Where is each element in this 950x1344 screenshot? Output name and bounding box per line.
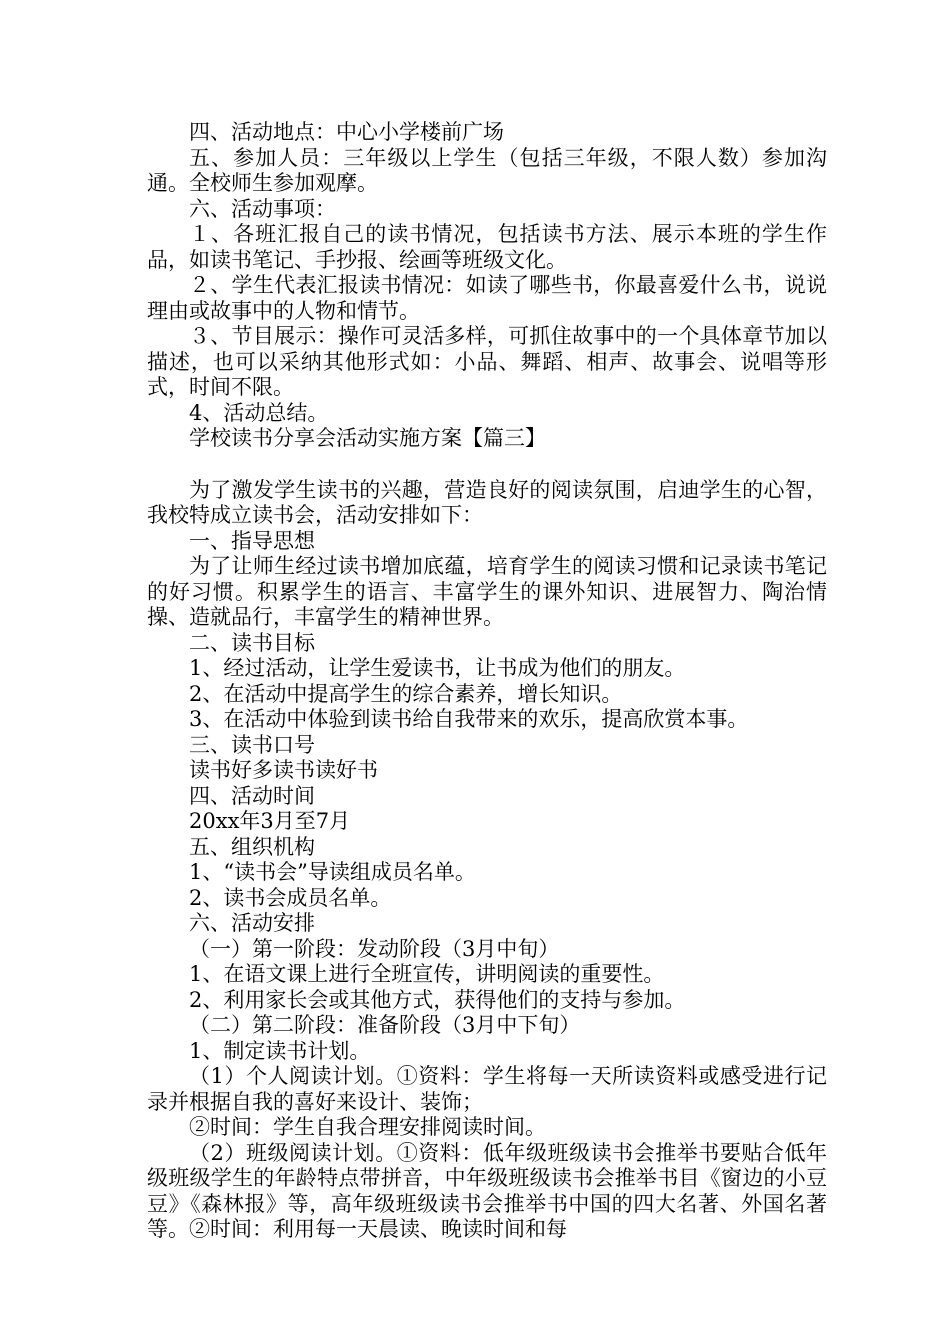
heading: 六、活动安排 [189, 911, 315, 935]
paragraph: （1）个人阅读计划。①资料：学生将每一天所读资料或感受进行记录并根据自我的喜好来设计、装饰； [147, 1064, 827, 1114]
heading: 二、读书目标 [189, 630, 315, 655]
paragraph: 2、读书会成员名单。 [189, 885, 392, 910]
paragraph: 3、在活动中体验到读书给自我带来的欢乐，提高欣赏本事。 [189, 707, 749, 731]
paragraph: 1、在语文课上进行全班宣传，讲明阅读的重要性。 [189, 962, 665, 986]
paragraph: 1、“读书会”导读组成员名单。 [189, 860, 476, 884]
paragraph: 20xx年3月至7月 [189, 809, 351, 833]
heading: 五、组织机构 [189, 834, 315, 859]
heading: 四、活动时间 [189, 783, 315, 808]
paragraph: 为了激发学生读书的兴趣，营造良好的阅读氛围，启迪学生的心智，我校特成立读书会，活动安排如下： [147, 477, 827, 527]
spacer [147, 452, 827, 478]
paragraph: （2）班级阅读计划。①资料：低年级班级读书会推举书要贴合低年级班级学生的年龄特点带拼音，中年级班级读书会推举书目《窗边的小豆豆》《森林报》等，高年级班级读书会推举书中国的四大名著、外国名著等。②时间：利用每一天晨读、晚读时间和每 [147, 1140, 827, 1241]
paragraph: 五、参加人员：三年级以上学生（包括三年级，不限人数）参加沟通。全校师生参加观摩。 [147, 145, 827, 195]
paragraph: ２、学生代表汇报读书情况：如读了哪些书，你最喜爱什么书，说说理由或故事中的人物和情节。 [147, 273, 827, 323]
subheading: （二）第二阶段：准备阶段（3月中下旬） [189, 1013, 581, 1037]
paragraph: ②时间：学生自我合理安排阅读时间。 [189, 1115, 546, 1139]
paragraph: 2、利用家长会或其他方式，获得他们的支持与参加。 [189, 987, 686, 1012]
subheading: （一）第一阶段：发动阶段（3月中旬） [189, 936, 560, 961]
paragraph: 六、活动事项： [189, 196, 336, 221]
heading: 一、指导思想 [189, 528, 315, 553]
document-page [147, 120, 827, 1243]
paragraph: 四、活动地点：中心小学楼前广场 [189, 120, 504, 144]
paragraph: １、各班汇报自己的读书情况，包括读书方法、展示本班的学生作品，如读书笔记、手抄报、绘画等班级文化。 [147, 222, 827, 272]
paragraph: 4、活动总结。 [189, 400, 329, 425]
paragraph: 为了让师生经过读书增加底蕴，培育学生的阅读习惯和记录读书笔记的好习惯。积累学生的语言、丰富学生的课外知识、进展智力、陶治情操、造就品行，丰富学生的精神世界。 [147, 554, 827, 629]
paragraph: 读书好多读书读好书 [189, 758, 378, 782]
paragraph: ３、节目展示：操作可灵活多样，可抓住故事中的一个具体章节加以描述，也可以采纳其他形式如：小品、舞蹈、相声、故事会、说唱等形式，时间不限。 [147, 324, 827, 399]
paragraph: 1、经过活动，让学生爱读书，让书成为他们的朋友。 [189, 656, 686, 680]
heading: 三、读书口号 [189, 732, 315, 757]
paragraph: 1、制定读书计划。 [189, 1038, 371, 1063]
paragraph: 2、在活动中提高学生的综合素养，增长知识。 [189, 681, 623, 706]
section-title: 学校读书分享会活动实施方案【篇三】 [189, 426, 546, 450]
